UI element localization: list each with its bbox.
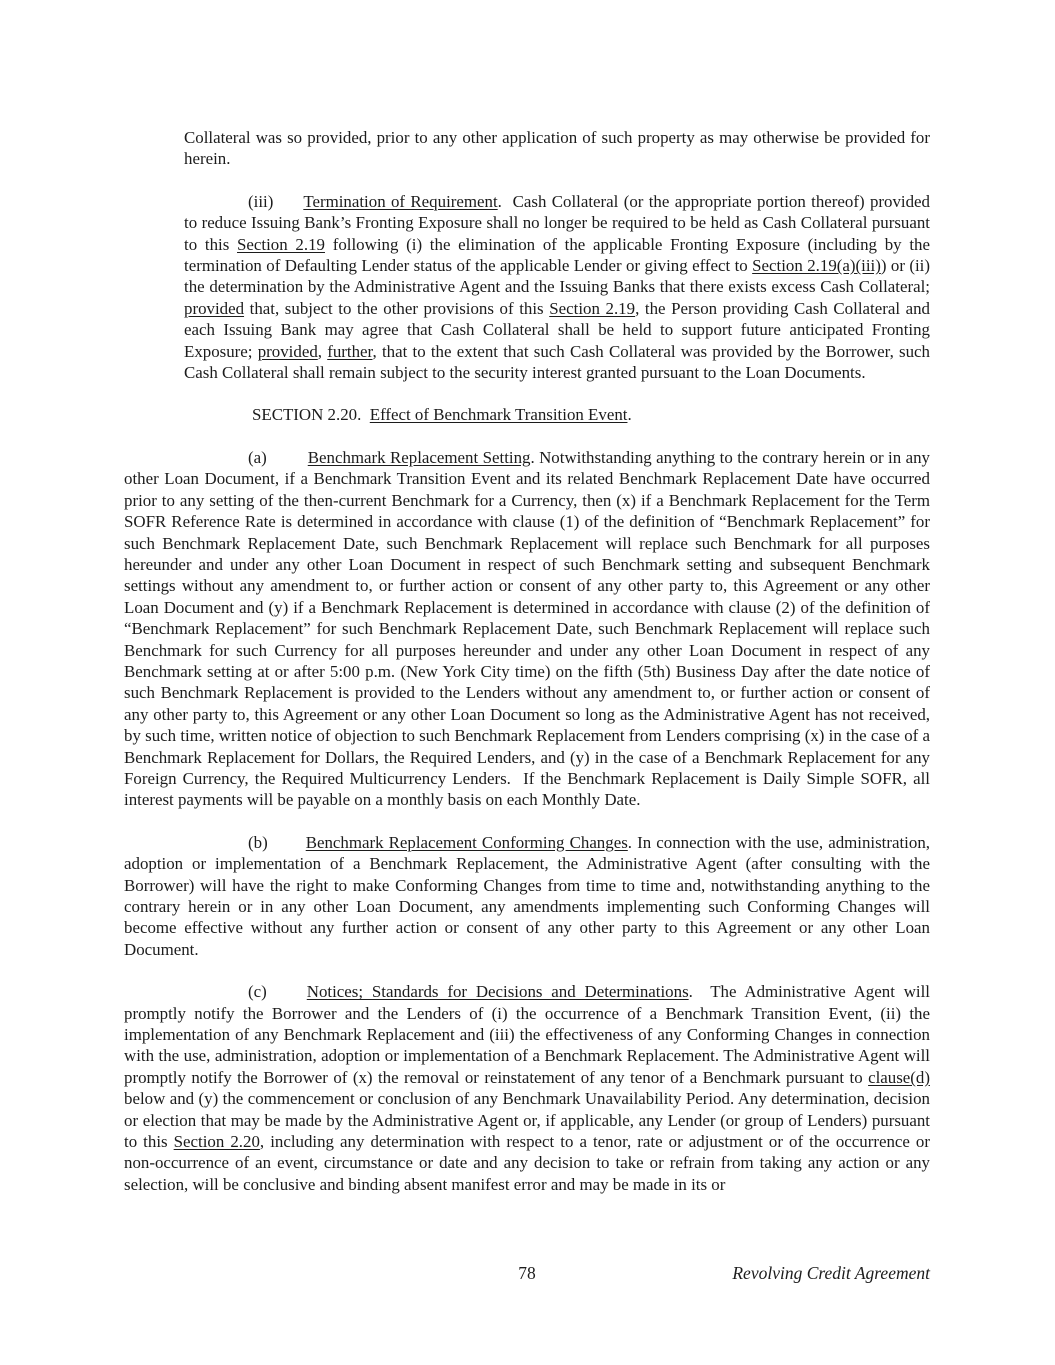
text-run: . Notwithstanding anything to the contrary herein or in any other Loan Document, if a Benchmark Transition Event and its related Benchmark Replacement Date have occurred prior to any setting of the then-current Benchmark for a Currency, then (x) if a Benchmark Replacement for the Term SOFR Reference Rate is determined in accordance with clause (1) of the definition of “Benchmark Replacement” for such Benchmark Replacement Date, such Benchmark Replacement will replace such Benchmark for all purposes hereunder and under any other Loan Document in respect of such Benchmark setting and subsequent Benchmark settings without any amendment to, or further action or consent of any other party to, this Agreement or any other Loan Document and (y) if a Benchmark Replacement is determined in accordance with clause (2) of the definition of “Benchmark Replacement” for such Benchmark Replacement Date, such Benchmark Replacement will replace such Benchmark for such Currency for all purposes hereunder and under any other Loan Document in respect of any Benchmark setting at or after 5:00 p.m. (New York City time) on the fifth (5th) Business Day after the date notice of such Benchmark Replacement is provided to the Lenders without any amendment to, or further action or consent of any other party to, this Agreement or any other Loan Document so long as the Administrative Agent has not received, by such time, written notice of objection to such Benchmark Replacement from Lenders comprising (x) in the case of a Benchmark Replacement for Dollars, the Required Lenders, and (y) in the case of a Benchmark Replacement for any Foreign Currency, the Required Multicurrency Lenders. If the Benchmark Replacement is Daily Simple SOFR, all interest payments will be payable on a monthly basis on each Monthly Date. bbox=[124, 447, 930, 810]
text-run: . In connection with the use, administration, adoption or implementation of a Benchmark Replacement, the Administrative Agent (after consulting with the Borrower) will have the right to make Conforming Changes from time to time and, notwithstanding anything to the contrary herein or in any other Loan Document, any amendments implementing such Conforming Changes will become effective without any further action or consent of any other party to this Agreement or any other Loan Document. bbox=[124, 832, 930, 959]
text-run: , including any determination with respect to a tenor, rate or adjustment or of the occurrence or non-occurrence of an event, circumstance or date and any decision to take or refrain from taking any action or any selection, will be conclusive and binding absent manifest error and may be made in its or bbox=[124, 1132, 931, 1194]
text-run: SECTION 2.20. bbox=[252, 405, 370, 425]
text-run: provided bbox=[184, 298, 245, 318]
paragraph-clause-b-benchmark-replacement-conforming-changes bbox=[124, 832, 930, 960]
text-run: . bbox=[627, 405, 632, 425]
text-run: , bbox=[317, 341, 328, 361]
document-title: Revolving Credit Agreement bbox=[732, 1263, 930, 1283]
page-number: 78 bbox=[518, 1263, 536, 1283]
text-run: following (i) the elimination of the applicable Fronting Exposure (including by the termination of Defaulting Lender status of the applicable Lender or giving effect to bbox=[184, 234, 930, 276]
text-run: (a) bbox=[248, 447, 267, 467]
text-run: Collateral was so provided, prior to any other application of such property as may otherwise be provided for herein. bbox=[184, 128, 930, 169]
text-run: (iii) bbox=[248, 191, 274, 211]
text-run: Benchmark Replacement Setting bbox=[307, 447, 531, 467]
text-run: . The Administrative Agent will promptly notify the Borrower and the Lenders of (i) the occurrence of a Benchmark Transition Event, (ii) the implementation of any Benchmark Replacement and (iii) the effectiveness of any Conforming Changes in connection with the use, administration, adoption or implementation of a Benchmark Replacement. The Administrative Agent will promptly notify the Borrower of (x) the removal or reinstatement of any tenor of a Benchmark pursuant to bbox=[124, 982, 930, 1087]
text-run: (b) bbox=[248, 832, 268, 852]
paragraph-clause-a-benchmark-replacement-setting bbox=[124, 447, 930, 811]
text-run: below and (y) the commencement or conclusion of any Benchmark Unavailability Period. Any determination, decision or election that may be made by the Administrative Agent or, if applicable, any Lender (or group of Lenders) pursuant to this bbox=[124, 1089, 930, 1152]
paragraph-continuation bbox=[124, 127, 930, 170]
page-footer bbox=[124, 1263, 930, 1284]
text-run: Termination of Requirement bbox=[303, 191, 498, 211]
text-run: clause(d) bbox=[868, 1067, 930, 1087]
text-run: Benchmark Replacement Conforming Changes bbox=[305, 832, 628, 852]
text-run: Section 2.19(a)(iii) bbox=[752, 256, 881, 276]
text-run: Effect of Benchmark Transition Event bbox=[369, 405, 628, 425]
text-run: . Cash Collateral (or the appropriate portion thereof) provided to reduce Issuing Bank’s Fronting Exposure shall no longer be required to be held as Cash Collateral pursuant to this bbox=[184, 191, 930, 254]
paragraph-clause-c-notices-standards bbox=[124, 981, 930, 1195]
paragraph-clause-iii-termination-of-requirement bbox=[124, 191, 930, 384]
text-run: Section 2.19 bbox=[549, 298, 636, 318]
text-run: ) or (ii) the determination by the Administrative Agent and the Issuing Banks that there exists excess Cash Collateral; bbox=[184, 256, 930, 297]
text-run: provided bbox=[257, 341, 318, 361]
text-run: Notices; Standards for Decisions and Determinations bbox=[306, 982, 689, 1002]
text-run: (c) bbox=[248, 982, 267, 1002]
paragraph-section-2-20-heading bbox=[124, 404, 930, 425]
document-body bbox=[124, 127, 930, 1216]
text-run: that, subject to the other provisions of this bbox=[244, 298, 550, 318]
text-run: Section 2.19 bbox=[237, 234, 325, 254]
text-run: , the Person providing Cash Collateral and each Issuing Bank may agree that Cash Collateral shall be held to support future anticipated Fronting Exposure; bbox=[184, 298, 931, 361]
text-run: further bbox=[327, 341, 373, 361]
text-run: , that to the extent that such Cash Collateral was provided by the Borrower, such Cash Collateral shall remain subject to the security interest granted pursuant to the Loan Documents. bbox=[184, 341, 930, 383]
text-run: Section 2.20 bbox=[173, 1132, 260, 1152]
